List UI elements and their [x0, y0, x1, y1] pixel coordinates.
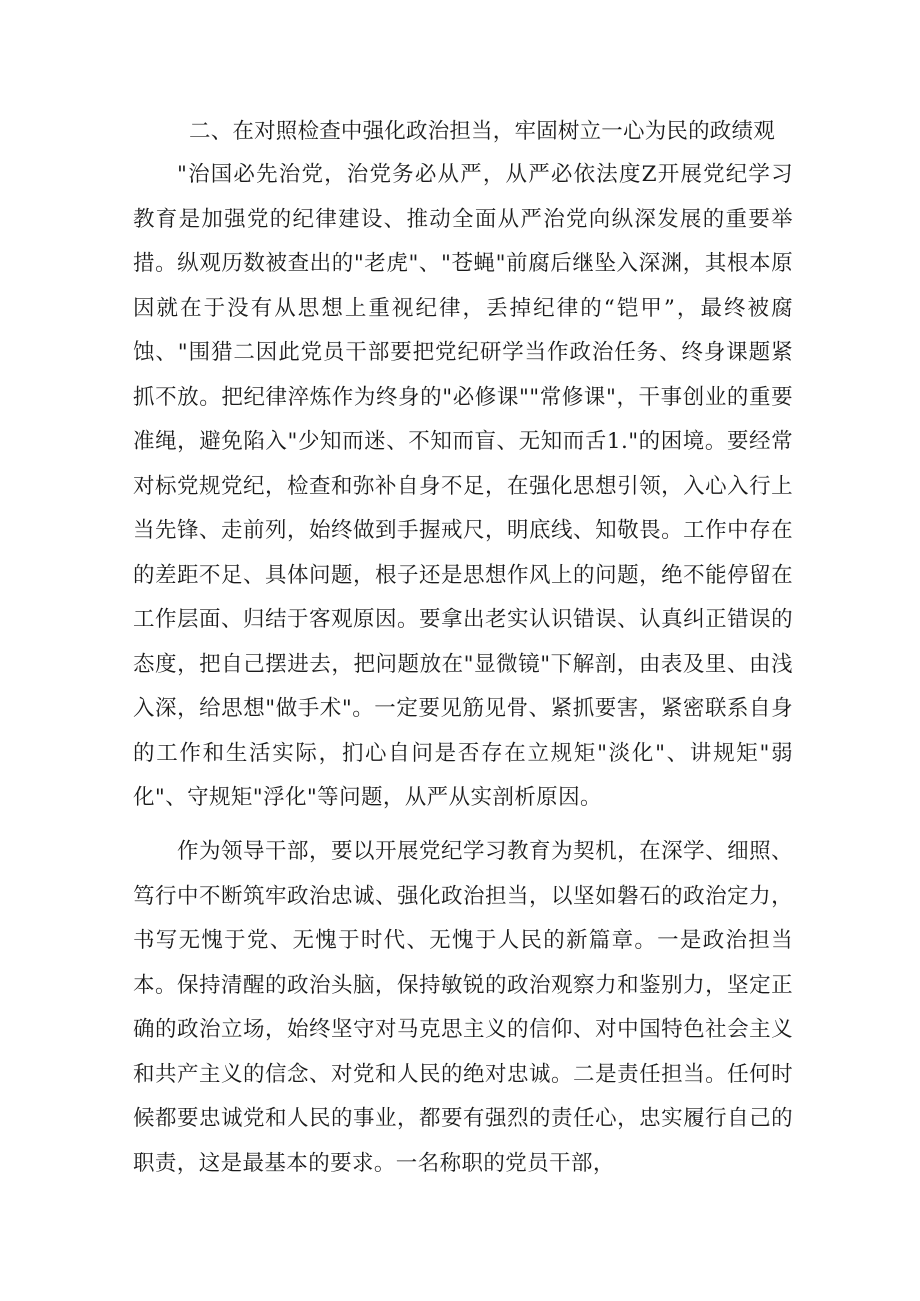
- body-paragraph: 作为领导干部，要以开展党纪学习教育为契机，在深学、细照、笃行中不断筑牢政治忠诚、强化政治担当，以坚如磐石的政治定力，书写无愧于党、无愧于时代、无愧于人民的新篇章。一是政治担当本。保持清醒的政治头脑，保持敏锐的政治观察力和鉴别力，坚定正确的政治立场，始终坚守对马克思主义的信仰、对中国特色社会主义和共产主义的信念、对党和人民的绝对忠诚。二是责任担当。任何时候都要忠诚党和人民的事业，都要有强烈的责任心，忠实履行自己的职责，这是最基本的要求。一名称职的党员干部，: [133, 839, 793, 1176]
- section-heading: 二、在对照检查中强化政治担当，牢固树立一心为民的政绩观: [189, 119, 775, 144]
- body-paragraph: "治国必先治党，治党务必从严，从严必依法度Z开展党纪学习教育是加强党的纪律建设、推动全面从严治党向纵深发展的重要举措。纵观历数被查出的"老虎"、"苍蝇"前腐后继坠入深渊，其根本原因就在于没有从思想上重视纪律，丢掉纪律的“铠甲”，最终被腐蚀、"围猎二因此党员干部要把党纪研学当作政治任务、终身课题紧抓不放。把纪律淬炼作为终身的"必修课""常修课"，干事创业的重要准绳，避免陷入"少知而迷、不知而盲、无知而舌1."的困境。要经常对标党规党纪，检查和弥补自身不足，在强化思想引领，入心入行上当先锋、走前列，始终做到手握戒尺，明底线、知敬畏。工作中存在的差距不足、具体问题，根子还是思想作风上的问题，绝不能停留在工作层面、归结于客观原因。要拿出老实认识错误、认真纠正错误的态度，把自己摆进去，把问题放在"显微镜"下解剖，由表及里、由浅入深，给思想"做手术"。一定要见筋见骨、紧抓要害，紧密联系自身的工作和生活实际，扪心自问是否存在立规矩"淡化"、讲规矩"弱化"、守规矩"浮化"等问题，从严从实剖析原因。: [133, 162, 793, 810]
